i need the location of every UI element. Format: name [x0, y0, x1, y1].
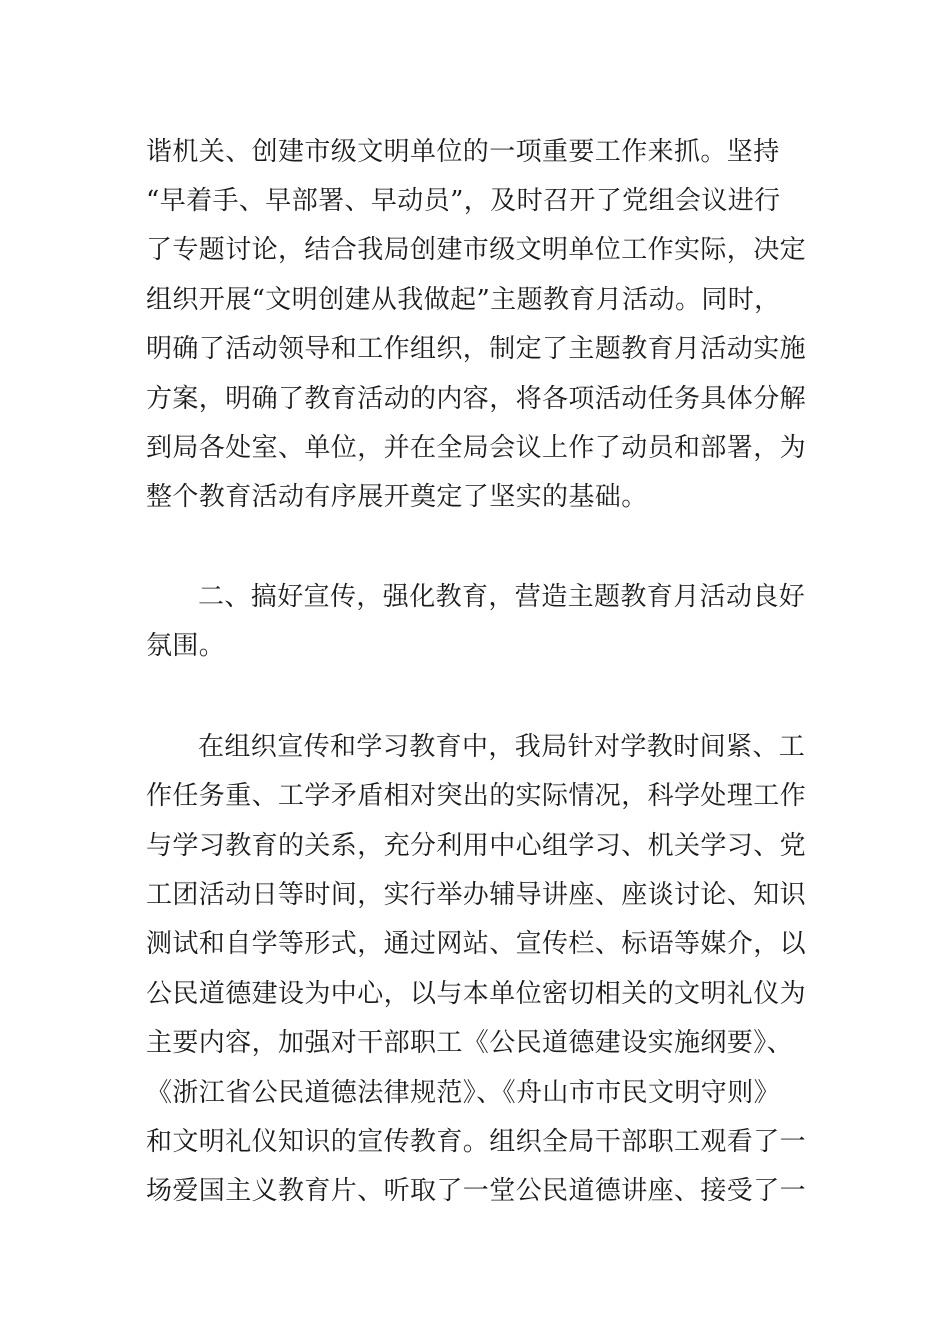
section-heading-line: 二、搞好宣传，强化教育，营造主题教育月活动良好 [198, 582, 806, 612]
paragraph-1-line: 了专题讨论，结合我局创建市级文明单位工作实际，决定 [146, 235, 807, 265]
paragraph-2-line: 和文明礼仪知识的宣传教育。组织全局干部职工观看了一 [146, 1127, 807, 1157]
paragraph-2-line: 工团活动日等时间，实行举办辅导讲座、座谈讨论、知识 [146, 880, 807, 910]
paragraph-1-line: 组织开展“文明创建从我做起”主题教育月活动。同时， [146, 285, 781, 315]
paragraph-2-line: 与学习教育的关系，充分利用中心组学习、机关学习、党 [146, 831, 807, 861]
paragraph-2-line: 作任务重、工学矛盾相对突出的实际情况，科学处理工作 [146, 781, 807, 811]
paragraph-1-line: 谐机关、创建市级文明单位的一项重要工作来抓。坚持 [146, 137, 780, 167]
paragraph-2-line: 主要内容，加强对干部职工《公民道德建设实施纲要》、 [146, 1028, 794, 1058]
paragraph-1-line: 整个教育活动有序展开奠定了坚实的基础。 [146, 482, 648, 512]
paragraph-1-line: 方案，明确了教育活动的内容，将各项活动任务具体分解 [146, 384, 807, 414]
paragraph-1-line: 明确了活动领导和工作组织，制定了主题教育月活动实施 [146, 334, 807, 364]
paragraph-2-line: 《浙江省公民道德法律规范》、《舟山市市民文明守则》 [146, 1078, 781, 1108]
paragraph-2-line: 测试和自学等形式，通过网站、宣传栏、标语等媒介，以 [146, 929, 807, 959]
paragraph-2-line: 公民道德建设为中心，以与本单位密切相关的文明礼仪为 [146, 979, 807, 1009]
paragraph-1-line: 到局各处室、单位，并在全局会议上作了动员和部署，为 [146, 433, 807, 463]
paragraph-2-line: 场爱国主义教育片、听取了一堂公民道德讲座、接受了一 [146, 1176, 807, 1206]
paragraph-2-line: 在组织宣传和学习教育中，我局针对学教时间紧、工 [198, 732, 806, 762]
paragraph-1-line: “早着手、早部署、早动员”，及时召开了党组会议进行 [146, 186, 781, 216]
section-heading-line: 氛围。 [146, 631, 226, 661]
